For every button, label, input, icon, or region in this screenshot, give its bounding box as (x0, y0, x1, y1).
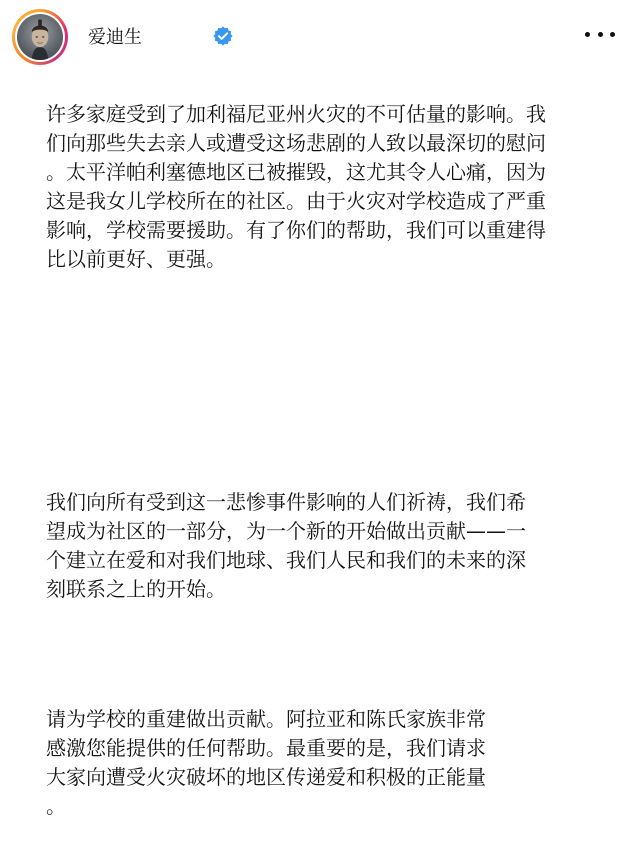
avatar[interactable] (15, 12, 65, 62)
post-paragraph-2: 我们向所有受到这一悲惨事件影响的人们祈祷，我们希 望成为社区的一部分，为一个新的开始做出贡献——一 个建立在爱和对我们地球、我们人民和我们的未来的深 刻联系之上的开始。 (46, 490, 526, 601)
avatar-portrait-image (17, 14, 63, 60)
avatar-story-ring[interactable] (12, 9, 68, 65)
dot (598, 32, 603, 37)
dot (610, 32, 615, 37)
dot (585, 32, 590, 37)
post-paragraph-1: 许多家庭受到了加利福尼亚州火灾的不可估量的影响。我 们向那些失去亲人或遭受这场悲剧的人致以最深切的慰问 。太平洋帕利塞德地区已被摧毁，这尤其令人心痛，因为 这是我女儿学校所在的社区。由于火灾对学校造成了严重 影响，学校需要援助。有了你们的帮助，我们可以重建得 比以前更好、更强。 (46, 102, 546, 271)
post-header (0, 0, 629, 74)
more-options-icon[interactable] (585, 22, 615, 46)
username[interactable]: 爱迪生 (88, 27, 142, 48)
post-paragraph-3: 请为学校的重建做出贡献。阿拉亚和陈氏家族非常 感激您能提供的任何帮助。最重要的是，我们请求 大家向遭受火灾破坏的地区传递爱和积极的正能量 。 (46, 707, 486, 818)
verified-badge-icon (212, 25, 234, 47)
